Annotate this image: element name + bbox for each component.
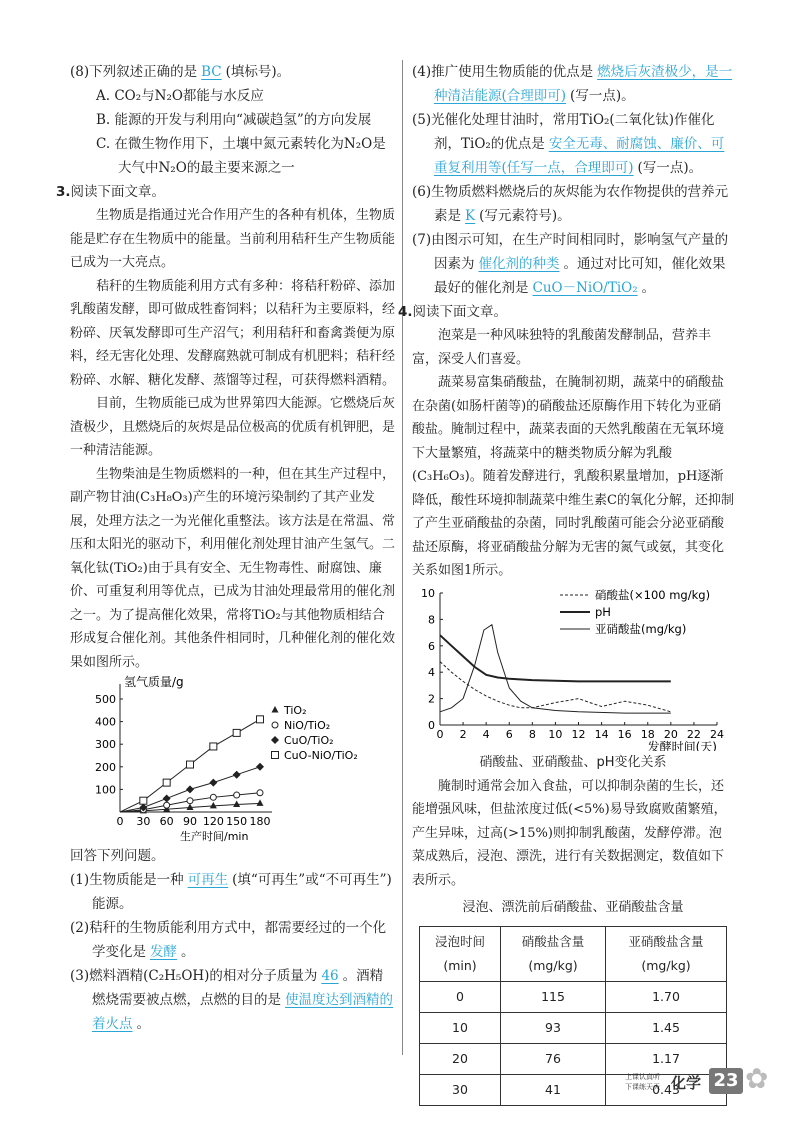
hydrogen-chart — [70, 674, 395, 844]
data-point — [209, 779, 217, 787]
y-tick-label: 100 — [95, 783, 116, 797]
table-header: 硝酸盐含量 (mg/kg) — [501, 927, 606, 982]
x-tick-label: 2 — [459, 727, 467, 741]
data-point — [210, 802, 217, 809]
question-7: (7)由图示可知，在生产时间相同时，影响氢气产量的因素为 催化剂的种类 。通过对比可知，催化效果最好的催化剂是 CuO－NiO/TiO₂ 。 — [412, 232, 729, 296]
left-column — [56, 60, 396, 1036]
question-2: (2)秸秆的生物质能利用方式中，都需要经过的一个化学变化是 发酵 。 — [70, 920, 387, 960]
table-row: 20 76 1.17 — [420, 1044, 727, 1075]
y-tick-label: 4 — [428, 665, 435, 679]
x-tick-label: 4 — [482, 727, 490, 741]
question-8: (8)下列叙述正确的是 BC (填标号)。 — [70, 64, 291, 80]
y-tick-label: 2 — [428, 692, 435, 706]
star-decoration-icon: ✿ — [745, 1062, 769, 1095]
table-header: 亚硝酸盐含量 (mg/kg) — [606, 927, 727, 982]
option-b: B. 能源的开发与利用向“减碳趋氢”的方向发展 — [96, 112, 372, 128]
y-tick-label: 10 — [421, 586, 435, 600]
x-tick-label: 8 — [528, 727, 536, 741]
page-footer — [625, 1062, 775, 1100]
data-point — [187, 761, 194, 768]
answer-intro: 回答下列问题。 — [70, 848, 165, 864]
answer-7b: CuO－NiO/TiO₂ — [532, 280, 638, 296]
legend-label: NiO/TiO₂ — [284, 719, 331, 732]
y-tick-label: 400 — [95, 715, 116, 729]
article-3-paragraph: 目前，生物质能已成为世界第四大能源。它燃烧后灰渣极少，且燃烧后的灰烬是品位极高的优质有机钾肥，是一种清洁能源。 — [70, 396, 396, 458]
data-point — [163, 794, 171, 802]
data-point — [256, 763, 264, 771]
question-3: (3)燃料酒精(C₂H₅OH)的相对分子质量为 46 。酒精燃烧需要被点燃，点燃的目的是 使温度达到酒精的着火点 。 — [70, 968, 393, 1032]
y-tick-label: 200 — [95, 760, 116, 774]
data-point — [210, 743, 217, 750]
x-tick-label: 90 — [183, 815, 197, 828]
legend-marker — [272, 722, 278, 728]
x-tick-label: 12 — [571, 727, 586, 741]
table-row: 0 115 1.70 — [420, 982, 727, 1013]
data-point — [163, 779, 170, 786]
legend-label: CuO-NiO/TiO₂ — [284, 749, 358, 762]
data-point — [186, 785, 194, 793]
x-tick-label: 0 — [436, 727, 444, 741]
footer-subject: 化学 — [671, 1074, 702, 1092]
x-tick-label: 14 — [594, 727, 609, 741]
article-3-paragraph: 生物柴油是生物质燃料的一种，但在其生产过程中，副产物甘油(C₃H₈O₃)产生的环境污染制约了其产业发展，处理方法之一为光催化重整法。该方法是在常温、常压和太阳光的驱动下，利用催化剂处理甘油产生氢气。二氧化钛(TiO₂)由于具有安全、无生物毒性、耐腐蚀、廉价、可重复利用等优点，已成为甘油处理最常用的催化剂之一。为了提高催化效果，常将TiO₂与其他物质相结合形成复合催化剂。其他条件相同时，几种催化剂的催化效果如图所示。 — [70, 466, 396, 670]
x-tick-label: 0 — [116, 815, 124, 828]
page-number: 23 — [709, 1068, 743, 1094]
option-a: A. CO₂与N₂O都能与水反应 — [96, 88, 264, 104]
x-tick-label: 60 — [159, 815, 174, 828]
article-4-heading: 4.阅读下面文章。 — [398, 304, 508, 320]
hydrogen-chart-svg — [70, 674, 395, 844]
x-tick-label: 30 — [136, 815, 151, 828]
column-divider — [402, 60, 403, 1055]
x-axis-label: 生产时间/min — [180, 830, 249, 843]
data-point — [140, 797, 147, 804]
table-title: 浸泡、漂洗前后硝酸盐、亚硝酸盐含量 — [462, 900, 684, 915]
legend-label: 亚硝酸盐(mg/kg) — [595, 621, 687, 636]
table-row: 30 41 0.43 — [420, 1075, 727, 1106]
answer-7a: 催化剂的种类 — [478, 256, 560, 272]
table-header-row — [420, 927, 727, 982]
legend-marker — [272, 752, 279, 759]
legend-marker — [271, 736, 279, 744]
answer-3b: 使温度达到酒精的着火点 — [92, 992, 393, 1032]
data-point — [257, 799, 264, 806]
fermentation-chart — [412, 583, 734, 751]
legend-label: 硝酸盐(×100 mg/kg) — [595, 587, 711, 602]
data-point — [233, 771, 241, 779]
table-header: 浸泡时间 (min) — [420, 927, 501, 982]
answer-6: K — [465, 208, 476, 224]
data-point — [257, 716, 264, 723]
data-point — [233, 801, 240, 808]
question-5: (5)光催化处理甘油时，常用TiO₂(二氧化钛)作催化剂，TiO₂的优点是 安全无毒、耐腐蚀、廉价、可重复利用等(任写一点，合理即可) (写一点)。 — [412, 112, 725, 176]
data-point — [164, 802, 170, 808]
right-column — [398, 60, 734, 1106]
answer-8: BC — [201, 64, 222, 80]
answer-1: 可再生 — [187, 872, 229, 888]
data-point — [234, 792, 240, 798]
x-tick-label: 20 — [663, 727, 678, 741]
legend-label: CuO/TiO₂ — [284, 734, 334, 747]
legend-label: TiO₂ — [284, 704, 307, 717]
data-point — [187, 798, 193, 804]
article-3-paragraph: 生物质是指通过光合作用产生的各种有机体，生物质能是贮存在生物质中的能量。当前利用秸秆生产生物质能已成为一大亮点。 — [70, 208, 396, 270]
article-4-paragraph: 蔬菜易富集硝酸盐，在腌制初期，蔬菜中的硝酸盐在杂菌(如肠杆菌等)的硝酸盐还原酶作用下转化为亚硝酸盐。腌制过程中，蔬菜表面的天然乳酸菌在无氧环境下大量繁殖，将蔬菜中的糖类物质分解为乳酸(C₃H₆O₃)。随着发酵进行，乳酸积累量增加，pH逐渐降低，酸性环境抑制蔬菜中维生素C的氧化分解，还抑制了产生亚硝酸盐的杂菌，同时乳酸菌可能会分泌亚硝酸盐还原酶，将亚硝酸盐分解为无害的氮气或氨，其变化关系如图1所示。 — [412, 375, 734, 578]
series-line — [440, 624, 671, 712]
x-tick-label: 150 — [226, 815, 248, 828]
article-3-heading: 3.阅读下面文章。 — [56, 184, 166, 200]
y-tick-label: 300 — [95, 738, 116, 752]
y-tick-label: 6 — [428, 639, 435, 653]
question-4: (4)推广使用生物质能的优点是 燃烧后灰渣极少，是一种清洁能源(合理即可) (写一点)。 — [412, 64, 733, 104]
legend-label: pH — [595, 604, 611, 619]
data-point — [257, 790, 263, 796]
y-tick-label: 500 — [95, 693, 116, 706]
article-4-paragraph: 腌制时通常会加入食盐，可以抑制杂菌的生长，还能增强风味，但盐浓度过低(<5%)易导致腐败菌繁殖，产生异味，过高(>15%)则抑制乳酸菌，发酵停滞。泡菜成熟后，浸泡、漂洗，进行有关数据测定，数值如下表所示。 — [412, 778, 727, 888]
answer-3a: 46 — [321, 968, 339, 984]
series-line — [440, 661, 671, 711]
fermentation-chart-title: 硝酸盐、亚硝酸盐、pH变化关系 — [479, 754, 667, 770]
x-tick-label: 120 — [202, 815, 224, 828]
x-tick-label: 180 — [249, 815, 271, 828]
footer-slogan: 上课认真听 下课练天天 — [625, 1073, 660, 1091]
x-tick-label: 24 — [710, 727, 724, 741]
x-tick-label: 16 — [617, 727, 632, 741]
question-1: (1)生物质能是一种 可再生 (填“可再生”或“不可再生”)能源。 — [70, 872, 392, 912]
series-line — [440, 635, 671, 681]
fermentation-chart-svg — [412, 583, 734, 751]
legend-marker — [272, 706, 279, 713]
question-6: (6)生物质燃料燃烧后的灰烬能为农作物提供的营养元素是 K (写元素符号)。 — [412, 184, 729, 224]
y-tick-label: 0 — [428, 718, 435, 732]
data-point — [233, 729, 240, 736]
x-tick-label: 22 — [686, 727, 701, 741]
x-axis-label: 发酵时间(天) — [647, 739, 717, 751]
answer-2: 发酵 — [150, 944, 177, 960]
y-axis-label: 氢气质量/g — [124, 675, 184, 689]
article-3-paragraph: 秸秆的生物质能利用方式有多种：将秸秆粉碎、添加乳酸菌发酵，即可做成牲畜饲料；以秸秆为主要原料，经粉碎、厌氧发酵即可生产沼气；利用秸秆和畜禽粪便为原料，经无害化处理、发酵腐熟就可制成有机肥料；秸秆经粉碎、水解、糖化发酵、蒸馏等过程，可获得燃料酒精。 — [70, 278, 396, 388]
option-c: C. 在微生物作用下，土壤中氮元素转化为N₂O是大气中N₂O的最主要来源之一 — [96, 136, 386, 176]
data-point — [210, 794, 216, 800]
table-row: 10 93 1.45 — [420, 1013, 727, 1044]
data-point — [187, 803, 194, 810]
answer-5: 安全无毒、耐腐蚀、廉价、可重复利用等(任写一点，合理即可) — [434, 136, 725, 176]
x-tick-label: 18 — [640, 727, 655, 741]
y-tick-label: 8 — [428, 612, 435, 626]
x-tick-label: 10 — [548, 727, 563, 741]
x-tick-label: 6 — [505, 727, 513, 741]
answer-4: 燃烧后灰渣极少，是一种清洁能源(合理即可) — [434, 64, 733, 104]
article-4-paragraph: 泡菜是一种风味独特的乳酸菌发酵制品，营养丰富，深受人们喜爱。 — [412, 328, 712, 367]
